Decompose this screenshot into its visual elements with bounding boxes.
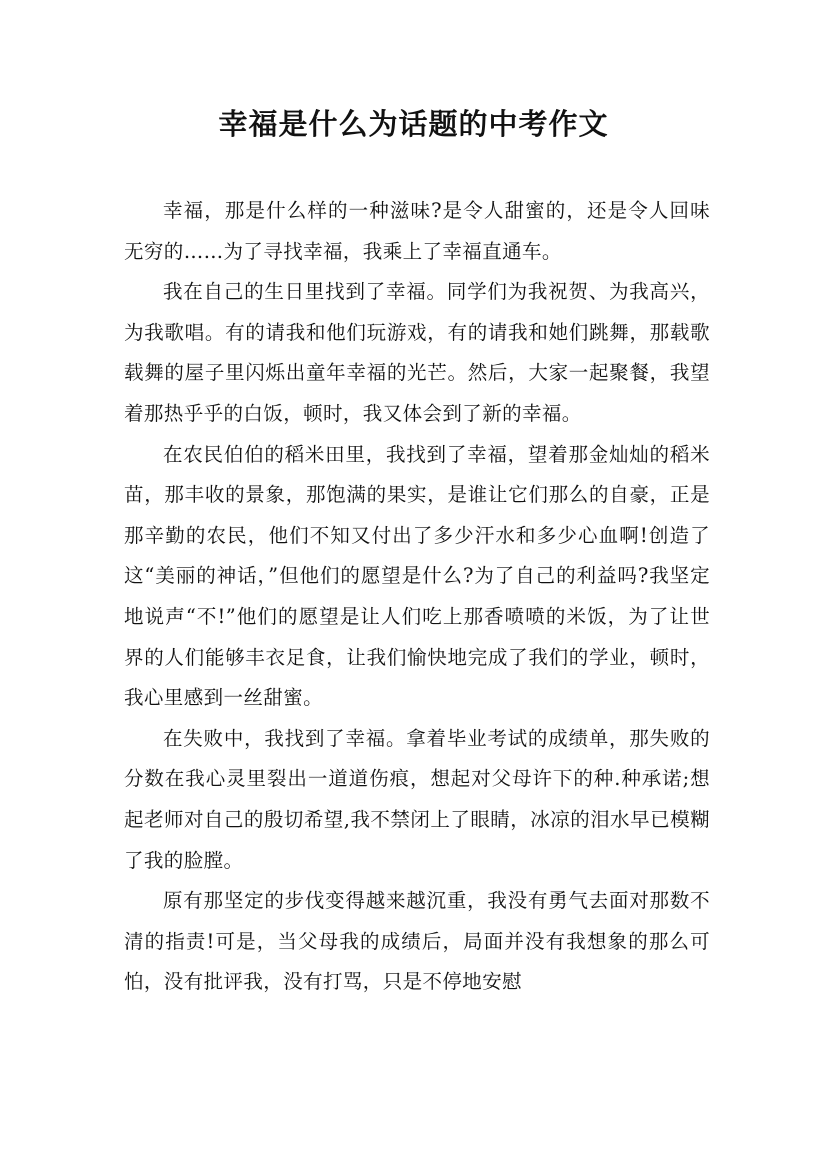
paragraph: 在失败中，我找到了幸福。拿着毕业考试的成绩单，那失败的分数在我心灵里裂出一道道伤痕，想起对父母许下的种.种承诺;想起老师对自己的殷切希望,我不禁闭上了眼睛，冰凉的泪水早已模糊了我的脸膛。 <box>124 726 710 872</box>
paragraph: 在农民伯伯的稻米田里，我找到了幸福，望着那金灿灿的稻米苗，那丰收的景象，那饱满的果实，是谁让它们那么的自豪，正是那辛勤的农民，他们不知又付出了多少汗水和多少心血啊!创造了这“美丽的神话，”但他们的愿望是什么?为了自己的利益吗?我坚定地说声“不!”他们的愿望是让人们吃上那香喷喷的米饭，为了让世界的人们能够丰衣足食，让我们愉快地完成了我们的学业，顿时，我心里感到一丝甜蜜。 <box>124 442 710 710</box>
paragraph: 我在自己的生日里找到了幸福。同学们为我祝贺、为我高兴，为我歌唱。有的请我和他们玩游戏，有的请我和她们跳舞，那载歌载舞的屋子里闪烁出童年幸福的光芒。然后，大家一起聚餐，我望着那热乎乎的白饭，顿时，我又体会到了新的幸福。 <box>124 280 710 425</box>
paragraph: 原有那坚定的步伐变得越来越沉重，我没有勇气去面对那数不清的指责!可是，当父母我的成绩后，局面并没有我想象的那么可怕，没有批评我，没有打骂，只是不停地安慰 <box>124 889 710 994</box>
paragraph: 幸福，那是什么样的一种滋味?是令人甜蜜的，还是令人回味无穷的……为了寻找幸福，我乘上了幸福直通车。 <box>124 199 710 263</box>
document-body <box>124 191 710 1003</box>
document-title: 幸福是什么为话题的中考作文 <box>218 107 609 141</box>
